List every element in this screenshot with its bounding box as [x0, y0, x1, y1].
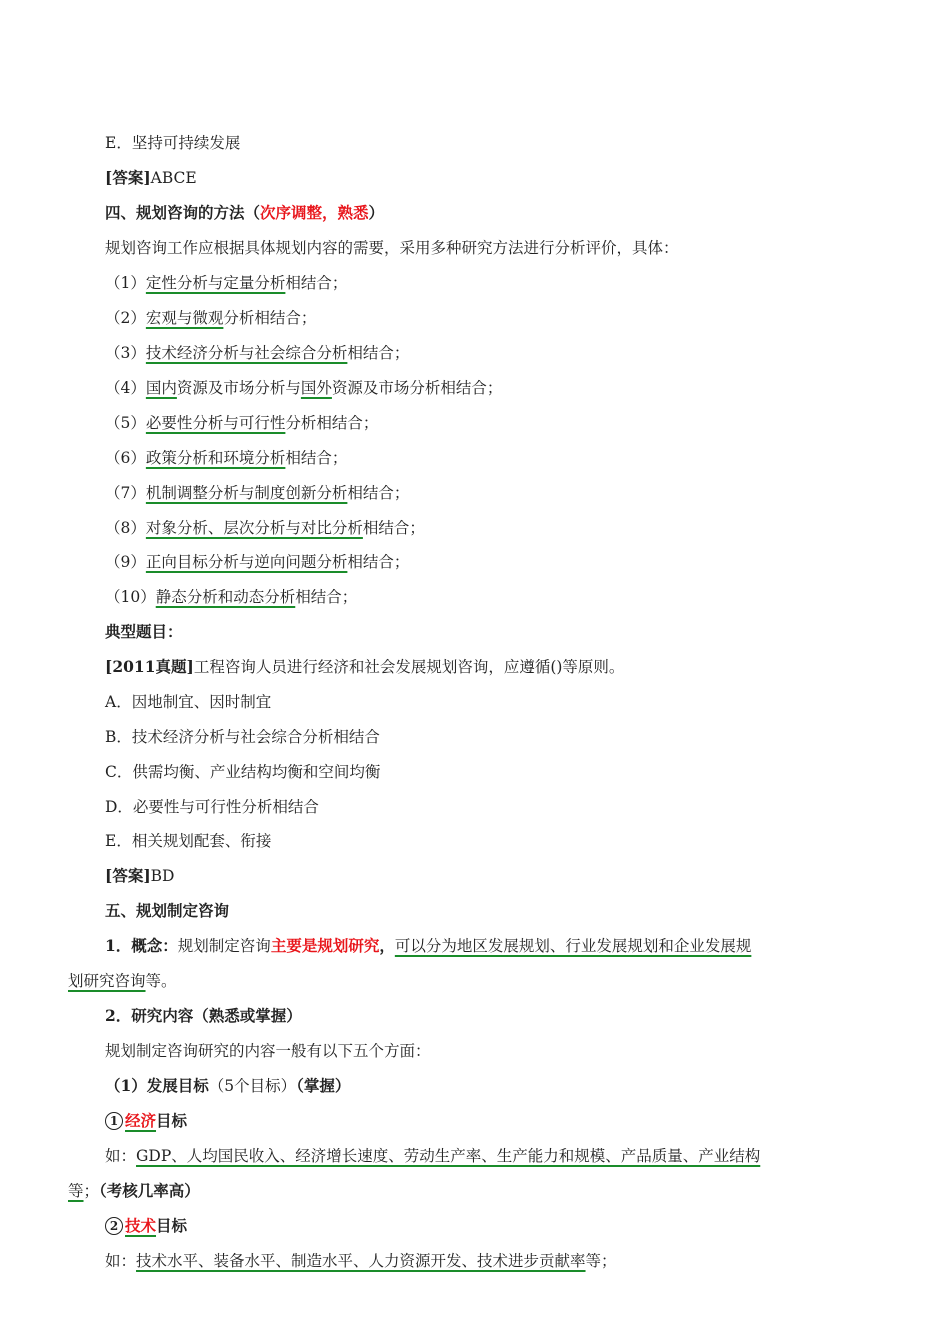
research-content-heading: 2．研究内容（熟悉或掌握） — [105, 1006, 302, 1025]
option-b-line: B．技术经济分析与社会综合分析相结合 — [105, 728, 380, 746]
economic-goal-examples: 如：GDP、人均国民收入、经济增长速度、劳动生产率、生产能力和规模、产品质量、产业结构 — [105, 1147, 761, 1165]
list-item: （3）技术经济分析与社会综合分析相结合； — [105, 344, 410, 362]
development-goals-heading: （1）发展目标（5个目标）（掌握） — [105, 1076, 351, 1095]
list-item: （10）静态分析和动态分析相结合； — [105, 588, 358, 606]
section-heading-5: 五、规划制定咨询 — [105, 901, 230, 920]
circled-number: 1 — [105, 1112, 123, 1130]
list-item: （7）机制调整分析与制度创新分析相结合； — [105, 484, 410, 502]
option-e-line: E．相关规划配套、衔接 — [105, 832, 272, 850]
question-line: [2011真题]工程咨询人员进行经济和社会发展规划咨询，应遵循()等原则。 — [105, 657, 625, 676]
concept-line: 1．概念：规划制定咨询主要是规划研究，可以分为地区发展规划、行业发展规划和企业发展规 — [105, 936, 752, 955]
option-a-line: A．因地制宜、因时制宜 — [105, 693, 272, 711]
option-d-line: D．必要性与可行性分析相结合 — [105, 798, 319, 816]
list-item: （5）必要性分析与可行性分析相结合； — [105, 414, 379, 432]
list-item: （4）国内资源及市场分析与国外资源及市场分析相结合； — [105, 379, 503, 397]
technology-goal-examples: 如：技术水平、装备水平、制造水平、人力资源开发、技术进步贡献率等； — [105, 1252, 617, 1270]
typical-questions-heading: 典型题目： — [105, 622, 183, 641]
list-item: （9）正向目标分析与逆向问题分析相结合； — [105, 553, 410, 571]
list-item: （2）宏观与微观分析相结合； — [105, 309, 317, 327]
economic-goal-heading: 1 经济目标 — [0, 1110, 950, 1132]
economic-goal-examples-cont: 等；（考核几率高） — [68, 1181, 200, 1200]
concept-line-cont: 划研究咨询等。 — [68, 972, 177, 990]
answer-line: [答案]BD — [105, 866, 175, 885]
option-e-line: E．坚持可持续发展 — [105, 134, 241, 152]
paragraph: 规划制定咨询研究的内容一般有以下五个方面： — [105, 1042, 431, 1060]
paragraph: 规划咨询工作应根据具体规划内容的需要，采用多种研究方法进行分析评价，具体： — [105, 239, 679, 257]
list-item: （6）政策分析和环境分析相结合； — [105, 449, 348, 467]
list-item: （8）对象分析、层次分析与对比分析相结合； — [105, 519, 425, 537]
option-c-line: C．供需均衡、产业结构均衡和空间均衡 — [105, 763, 381, 781]
list-item: （1）定性分析与定量分析相结合； — [105, 274, 348, 292]
technology-goal-heading: 2 技术目标 — [0, 1215, 950, 1237]
section-heading-4: 四、规划咨询的方法（次序调整，熟悉） — [105, 203, 385, 222]
answer-line: [答案]ABCE — [105, 168, 197, 187]
circled-number: 2 — [105, 1217, 123, 1235]
